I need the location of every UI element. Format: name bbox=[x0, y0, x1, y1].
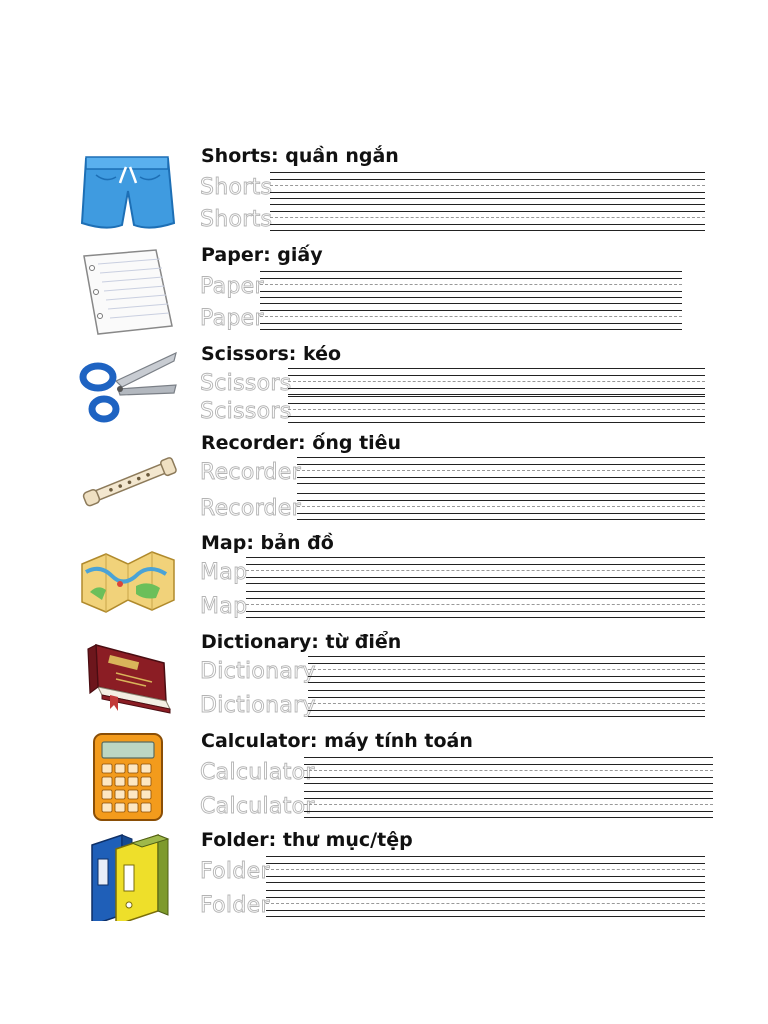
trace-word: Calculator bbox=[200, 794, 315, 819]
trace-row-2 bbox=[200, 490, 705, 522]
trace-word: Scissors bbox=[200, 399, 292, 424]
calculator-icon bbox=[76, 732, 180, 822]
writing-lines[interactable] bbox=[270, 201, 705, 233]
trace-word: Map bbox=[200, 594, 248, 619]
trace-word: Dictionary bbox=[200, 693, 316, 718]
recorder-icon bbox=[76, 434, 180, 524]
trace-word: Scissors bbox=[200, 371, 292, 396]
trace-row-2 bbox=[200, 687, 705, 719]
trace-row-1 bbox=[200, 853, 705, 885]
entry-title: Map: bản đồ bbox=[201, 532, 334, 554]
entry-calculator bbox=[0, 728, 768, 827]
trace-word: Map bbox=[200, 560, 248, 585]
entry-title: Paper: giấy bbox=[201, 244, 323, 266]
trace-word: Folder bbox=[200, 859, 270, 884]
trace-word: Paper bbox=[200, 274, 264, 299]
entry-title: Recorder: ống tiêu bbox=[201, 432, 402, 454]
folder-icon bbox=[76, 831, 180, 921]
trace-word: Dictionary bbox=[200, 659, 316, 684]
trace-word: Shorts bbox=[200, 175, 273, 200]
dictionary-icon bbox=[76, 633, 180, 723]
trace-row-2 bbox=[200, 201, 705, 233]
trace-row-1 bbox=[200, 169, 705, 201]
entry-title: Scissors: kéo bbox=[201, 343, 342, 365]
entry-dictionary bbox=[0, 629, 768, 728]
trace-row-2 bbox=[200, 300, 682, 332]
entry-scissors bbox=[0, 341, 768, 440]
trace-word: Paper bbox=[200, 306, 264, 331]
trace-word: Recorder bbox=[200, 496, 301, 521]
entry-title: Calculator: máy tính toán bbox=[201, 730, 473, 752]
writing-lines[interactable] bbox=[270, 169, 705, 201]
trace-word: Folder bbox=[200, 893, 270, 918]
trace-word: Shorts bbox=[200, 207, 273, 232]
scissors-icon bbox=[76, 345, 180, 435]
writing-lines[interactable] bbox=[297, 454, 705, 486]
writing-lines[interactable] bbox=[288, 393, 705, 425]
trace-row-2 bbox=[200, 588, 705, 620]
writing-lines[interactable] bbox=[266, 887, 705, 919]
trace-row-1 bbox=[200, 554, 705, 586]
writing-lines[interactable] bbox=[297, 490, 705, 522]
trace-word: Recorder bbox=[200, 460, 301, 485]
trace-row-2 bbox=[200, 393, 705, 425]
entry-title: Shorts: quần ngắn bbox=[201, 145, 399, 167]
entry-title: Dictionary: từ điển bbox=[201, 631, 402, 653]
writing-lines[interactable] bbox=[308, 687, 705, 719]
entry-folder bbox=[0, 827, 768, 926]
trace-word: Calculator bbox=[200, 760, 315, 785]
trace-row-1 bbox=[200, 268, 682, 300]
writing-lines[interactable] bbox=[260, 300, 682, 332]
shorts-icon bbox=[76, 147, 180, 237]
entry-paper bbox=[0, 242, 768, 341]
paper-icon bbox=[76, 246, 180, 336]
trace-row-1 bbox=[200, 454, 705, 486]
writing-lines[interactable] bbox=[304, 754, 713, 786]
writing-lines[interactable] bbox=[260, 268, 682, 300]
entry-title: Folder: thư mục/tệp bbox=[201, 829, 413, 851]
trace-row-2 bbox=[200, 887, 705, 919]
writing-lines[interactable] bbox=[246, 588, 705, 620]
entry-recorder bbox=[0, 430, 768, 529]
writing-lines[interactable] bbox=[304, 788, 713, 820]
entry-shorts bbox=[0, 143, 768, 242]
writing-lines[interactable] bbox=[246, 554, 705, 586]
map-icon bbox=[76, 534, 180, 624]
writing-lines[interactable] bbox=[266, 853, 705, 885]
trace-row-2 bbox=[200, 788, 713, 820]
entry-map bbox=[0, 530, 768, 629]
trace-row-1 bbox=[200, 653, 705, 685]
trace-row-1 bbox=[200, 754, 713, 786]
writing-lines[interactable] bbox=[308, 653, 705, 685]
